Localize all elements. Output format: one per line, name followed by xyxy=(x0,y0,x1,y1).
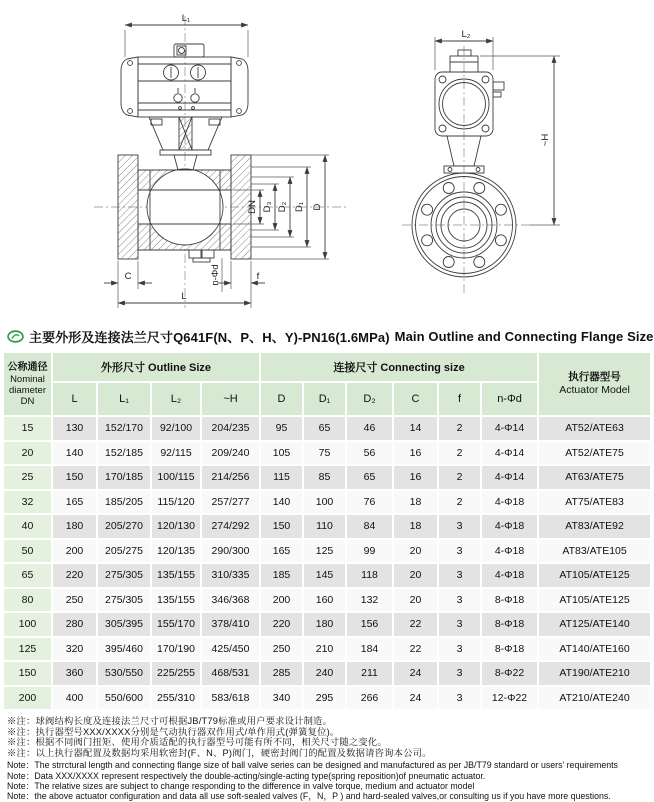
cell-L: 130 xyxy=(53,417,96,440)
cell-D: 115 xyxy=(261,466,302,489)
bottom-dimensions xyxy=(104,258,265,308)
cell-f: 2 xyxy=(439,466,480,489)
cell-D2: 46 xyxy=(347,417,392,440)
cell-D2: 266 xyxy=(347,687,392,710)
cell-dn: 40 xyxy=(4,515,51,538)
table-header xyxy=(4,353,650,415)
actuator-end-view xyxy=(435,50,504,136)
header-col-H: ~H xyxy=(202,383,259,415)
header-nominal-en1: Nominal xyxy=(10,373,45,385)
cell-C: 22 xyxy=(394,613,437,636)
dim-label-d3: D₃ xyxy=(262,201,273,213)
cell-H: 257/277 xyxy=(202,491,259,514)
cell-L: 140 xyxy=(53,442,96,465)
dim-label-d1: D₁ xyxy=(294,201,305,213)
pneumatic-actuator xyxy=(121,57,248,117)
cell-H: 274/292 xyxy=(202,515,259,538)
cell-D1: 85 xyxy=(304,466,345,489)
cell-actuator-model: AT210/ATE240 xyxy=(539,687,650,710)
cell-L2: 120/135 xyxy=(152,540,200,563)
cell-D1: 75 xyxy=(304,442,345,465)
cell-C: 20 xyxy=(394,564,437,587)
cell-D2: 99 xyxy=(347,540,392,563)
cell-C: 18 xyxy=(394,491,437,514)
valve-side-view-drawing xyxy=(400,8,646,310)
table-row xyxy=(4,417,650,440)
cell-H: 310/335 xyxy=(202,564,259,587)
cell-f: 3 xyxy=(439,540,480,563)
mounting-bracket xyxy=(149,117,222,170)
note-line-zh: ※注：根据不同阀门扭矩、使用介质适配的执行器型号可能有所不同，相关尺寸随之变化。 xyxy=(7,737,387,748)
cell-dn: 25 xyxy=(4,466,51,489)
cell-C: 22 xyxy=(394,638,437,661)
cell-D1: 240 xyxy=(304,662,345,685)
cell-actuator-model: AT83/ATE105 xyxy=(539,540,650,563)
table-row xyxy=(4,687,650,710)
cell-D: 285 xyxy=(261,662,302,685)
cell-actuator-model: AT75/ATE83 xyxy=(539,491,650,514)
header-connecting-group: 连接尺寸 Connecting size xyxy=(261,353,537,381)
cell-D2: 118 xyxy=(347,564,392,587)
cell-L2: 120/130 xyxy=(152,515,200,538)
cell-f: 2 xyxy=(439,491,480,514)
cell-D1: 160 xyxy=(304,589,345,612)
cell-D1: 65 xyxy=(304,417,345,440)
cell-f: 3 xyxy=(439,687,480,710)
table-row xyxy=(4,491,650,514)
cell-D: 220 xyxy=(261,613,302,636)
height-dimension xyxy=(480,56,560,225)
table-row xyxy=(4,662,650,685)
dim-label-c: C xyxy=(124,271,132,282)
cell-L1: 275/305 xyxy=(98,564,150,587)
dim-label-dn: DN xyxy=(247,200,258,214)
cell-D2: 211 xyxy=(347,662,392,685)
cell-n-phi-d: 4-Φ18 xyxy=(482,540,537,563)
notes-zh xyxy=(7,716,650,758)
cell-H: 214/256 xyxy=(202,466,259,489)
cell-n-phi-d: 8-Φ18 xyxy=(482,613,537,636)
header-nominal-en2: diameter xyxy=(9,384,46,396)
dim-label-d: D xyxy=(312,203,323,211)
cell-L1: 395/460 xyxy=(98,638,150,661)
cell-D2: 76 xyxy=(347,491,392,514)
cell-L: 280 xyxy=(53,613,96,636)
cell-L: 180 xyxy=(53,515,96,538)
cell-D: 105 xyxy=(261,442,302,465)
cell-H: 378/410 xyxy=(202,613,259,636)
cell-D: 140 xyxy=(261,491,302,514)
cell-dn: 32 xyxy=(4,491,51,514)
notes-section xyxy=(7,716,650,802)
cell-D: 95 xyxy=(261,417,302,440)
cell-actuator-model: AT52/ATE63 xyxy=(539,417,650,440)
cell-n-phi-d: 4-Φ18 xyxy=(482,491,537,514)
cell-D2: 156 xyxy=(347,613,392,636)
cell-D1: 145 xyxy=(304,564,345,587)
valve-front-view-drawing xyxy=(38,2,390,318)
technical-drawings xyxy=(0,0,650,318)
table-row xyxy=(4,515,650,538)
cell-D1: 210 xyxy=(304,638,345,661)
cell-n-phi-d: 4-Φ18 xyxy=(482,515,537,538)
cell-f: 3 xyxy=(439,564,480,587)
cell-dn: 50 xyxy=(4,540,51,563)
cell-C: 20 xyxy=(394,589,437,612)
position-indicator xyxy=(174,44,204,57)
cell-L: 220 xyxy=(53,564,96,587)
dim-label-l2: L₂ xyxy=(461,29,471,40)
cell-C: 18 xyxy=(394,515,437,538)
cell-D2: 84 xyxy=(347,515,392,538)
table-row xyxy=(4,442,650,465)
cell-L2: 225/255 xyxy=(152,662,200,685)
cell-dn: 65 xyxy=(4,564,51,587)
cell-n-phi-d: 4-Φ14 xyxy=(482,442,537,465)
header-col-L: L xyxy=(53,383,96,415)
cell-H: 346/368 xyxy=(202,589,259,612)
header-col-D1: D₁ xyxy=(304,383,345,415)
cell-L2: 135/155 xyxy=(152,564,200,587)
dim-label-n-phi-d: n-Φd xyxy=(210,264,221,286)
table-row xyxy=(4,613,650,636)
dim-label-d2: D₂ xyxy=(277,201,288,213)
cell-actuator-model: AT140/ATE160 xyxy=(539,638,650,661)
header-col-n-phi-d: n-Φd xyxy=(482,383,537,415)
header-outline-group: 外形尺寸 Outline Size xyxy=(53,353,259,381)
table-row xyxy=(4,638,650,661)
notes-en xyxy=(7,760,650,801)
cell-L2: 92/100 xyxy=(152,417,200,440)
header-col-f: f xyxy=(439,383,480,415)
header-nominal-zh: 公称通径 xyxy=(7,361,48,373)
cell-L2: 100/115 xyxy=(152,466,200,489)
cell-D1: 125 xyxy=(304,540,345,563)
cell-dn: 15 xyxy=(4,417,51,440)
header-actuator-model xyxy=(539,353,650,415)
cell-L2: 115/120 xyxy=(152,491,200,514)
cell-L: 320 xyxy=(53,638,96,661)
cell-n-phi-d: 8-Φ18 xyxy=(482,638,537,661)
page-title: 主要外形及连接法兰尺寸Q641F(N、P、H、Y)-PN16(1.6MPa) xyxy=(29,329,390,345)
cell-C: 16 xyxy=(394,442,437,465)
cell-C: 20 xyxy=(394,540,437,563)
cell-n-phi-d: 4-Φ14 xyxy=(482,466,537,489)
cell-dn: 200 xyxy=(4,687,51,710)
cell-L1: 152/185 xyxy=(98,442,150,465)
cell-actuator-model: AT190/ATE210 xyxy=(539,662,650,685)
cell-f: 3 xyxy=(439,662,480,685)
note-line-zh: ※注：执行器型号XXX/XXXX分别是气动执行器双作用式/单作用式(弹簧复位)。 xyxy=(7,726,340,737)
cell-f: 2 xyxy=(439,442,480,465)
cell-D2: 65 xyxy=(347,466,392,489)
cell-f: 3 xyxy=(439,638,480,661)
page-title-en: Main Outline and Connecting Flange Size xyxy=(394,328,654,344)
cell-dn: 80 xyxy=(4,589,51,612)
cell-D2: 56 xyxy=(347,442,392,465)
note-line-zh: ※注：球阀结构长度及连接法兰尺寸可根据JB/T79标准或用户要求设计制造。 xyxy=(7,716,333,726)
cell-D: 165 xyxy=(261,540,302,563)
cell-f: 3 xyxy=(439,515,480,538)
cell-L2: 170/190 xyxy=(152,638,200,661)
cell-C: 24 xyxy=(394,662,437,685)
cell-L1: 205/270 xyxy=(98,515,150,538)
header-nominal-diameter xyxy=(4,353,51,415)
cell-dn: 125 xyxy=(4,638,51,661)
dim-label-l1: L₁ xyxy=(181,13,191,24)
header-col-L1: L₁ xyxy=(98,383,150,415)
cell-H: 290/300 xyxy=(202,540,259,563)
header-actuator-en: Actuator Model xyxy=(559,384,630,396)
header-col-D2: D₂ xyxy=(347,383,392,415)
dim-label-f: f xyxy=(256,271,260,282)
dim-label-l: L xyxy=(181,291,187,302)
cell-n-phi-d: 12-Φ22 xyxy=(482,687,537,710)
cell-L: 400 xyxy=(53,687,96,710)
table-row xyxy=(4,466,650,489)
cell-L: 250 xyxy=(53,589,96,612)
cell-n-phi-d: 4-Φ18 xyxy=(482,564,537,587)
cell-L2: 92/115 xyxy=(152,442,200,465)
cell-H: 204/235 xyxy=(202,417,259,440)
cell-L1: 185/205 xyxy=(98,491,150,514)
cell-D: 150 xyxy=(261,515,302,538)
cell-H: 425/450 xyxy=(202,638,259,661)
cell-L1: 305/395 xyxy=(98,613,150,636)
cell-L1: 550/600 xyxy=(98,687,150,710)
cell-L: 150 xyxy=(53,466,96,489)
cell-L2: 155/170 xyxy=(152,613,200,636)
note-line-en: Note：Data XXX/XXXX represent respectively the double-acting/single-acting type(spring reposition)of pneumatic actuator. xyxy=(7,770,486,781)
section-title-row xyxy=(0,324,654,348)
cell-D: 185 xyxy=(261,564,302,587)
cell-D1: 180 xyxy=(304,613,345,636)
note-line-zh: ※注：以上执行器配置及数据均采用软密封(F、N、P)阀门，硬密封阀门的配置及数据请咨询本公司。 xyxy=(7,747,432,758)
cell-actuator-model: AT105/ATE125 xyxy=(539,589,650,612)
note-line-en: Note：The relative sizes are subject to change responding to the difference in valve torque, medium and actuator model xyxy=(7,780,475,791)
cell-L1: 152/170 xyxy=(98,417,150,440)
dimension-table xyxy=(2,351,652,711)
cell-f: 2 xyxy=(439,417,480,440)
cell-L1: 275/305 xyxy=(98,589,150,612)
dimension-table-body xyxy=(4,417,650,709)
header-nominal-en3: DN xyxy=(20,395,35,407)
cell-D1: 295 xyxy=(304,687,345,710)
cell-D: 250 xyxy=(261,638,302,661)
header-actuator-zh: 执行器型号 xyxy=(568,371,621,383)
cell-actuator-model: AT52/ATE75 xyxy=(539,442,650,465)
cell-f: 3 xyxy=(439,613,480,636)
cell-D2: 132 xyxy=(347,589,392,612)
cell-f: 3 xyxy=(439,589,480,612)
table-row xyxy=(4,589,650,612)
cell-L1: 530/550 xyxy=(98,662,150,685)
brand-logo-icon xyxy=(7,330,24,343)
cell-D1: 110 xyxy=(304,515,345,538)
header-col-C: C xyxy=(394,383,437,415)
cell-H: 468/531 xyxy=(202,662,259,685)
cell-actuator-model: AT105/ATE125 xyxy=(539,564,650,587)
cell-H: 583/618 xyxy=(202,687,259,710)
valve-body xyxy=(118,155,251,262)
cell-D: 200 xyxy=(261,589,302,612)
cell-D1: 100 xyxy=(304,491,345,514)
cell-L1: 170/185 xyxy=(98,466,150,489)
cell-dn: 150 xyxy=(4,662,51,685)
note-line-en: Note：The strrctural length and connecting flange size of ball valve series can be designed and manufactured as per JB/T79 standard or users' requirements xyxy=(7,760,618,771)
table-row xyxy=(4,540,650,563)
cell-L1: 205/275 xyxy=(98,540,150,563)
cell-n-phi-d: 4-Φ14 xyxy=(482,417,537,440)
cell-L: 200 xyxy=(53,540,96,563)
table-row xyxy=(4,564,650,587)
cell-L: 360 xyxy=(53,662,96,685)
cell-dn: 20 xyxy=(4,442,51,465)
header-col-D: D xyxy=(261,383,302,415)
cell-C: 14 xyxy=(394,417,437,440)
header-col-L2: L₂ xyxy=(152,383,200,415)
cell-n-phi-d: 8-Φ22 xyxy=(482,662,537,685)
cell-L2: 255/310 xyxy=(152,687,200,710)
cell-H: 209/240 xyxy=(202,442,259,465)
cell-actuator-model: AT63/ATE75 xyxy=(539,466,650,489)
cell-L: 165 xyxy=(53,491,96,514)
cell-D: 340 xyxy=(261,687,302,710)
cell-n-phi-d: 8-Φ18 xyxy=(482,589,537,612)
cell-L2: 135/155 xyxy=(152,589,200,612)
cell-dn: 100 xyxy=(4,613,51,636)
cell-C: 24 xyxy=(394,687,437,710)
cell-actuator-model: AT83/ATE92 xyxy=(539,515,650,538)
cell-C: 16 xyxy=(394,466,437,489)
cell-actuator-model: AT125/ATE140 xyxy=(539,613,650,636)
note-line-en: Note：the above actuator configuration and data all use soft-sealed valves (F，N，P ) and hard-sealed valves,or consulting us if you have more questions. xyxy=(7,791,611,802)
cell-D2: 184 xyxy=(347,638,392,661)
dim-label-h: ~H xyxy=(540,133,551,147)
